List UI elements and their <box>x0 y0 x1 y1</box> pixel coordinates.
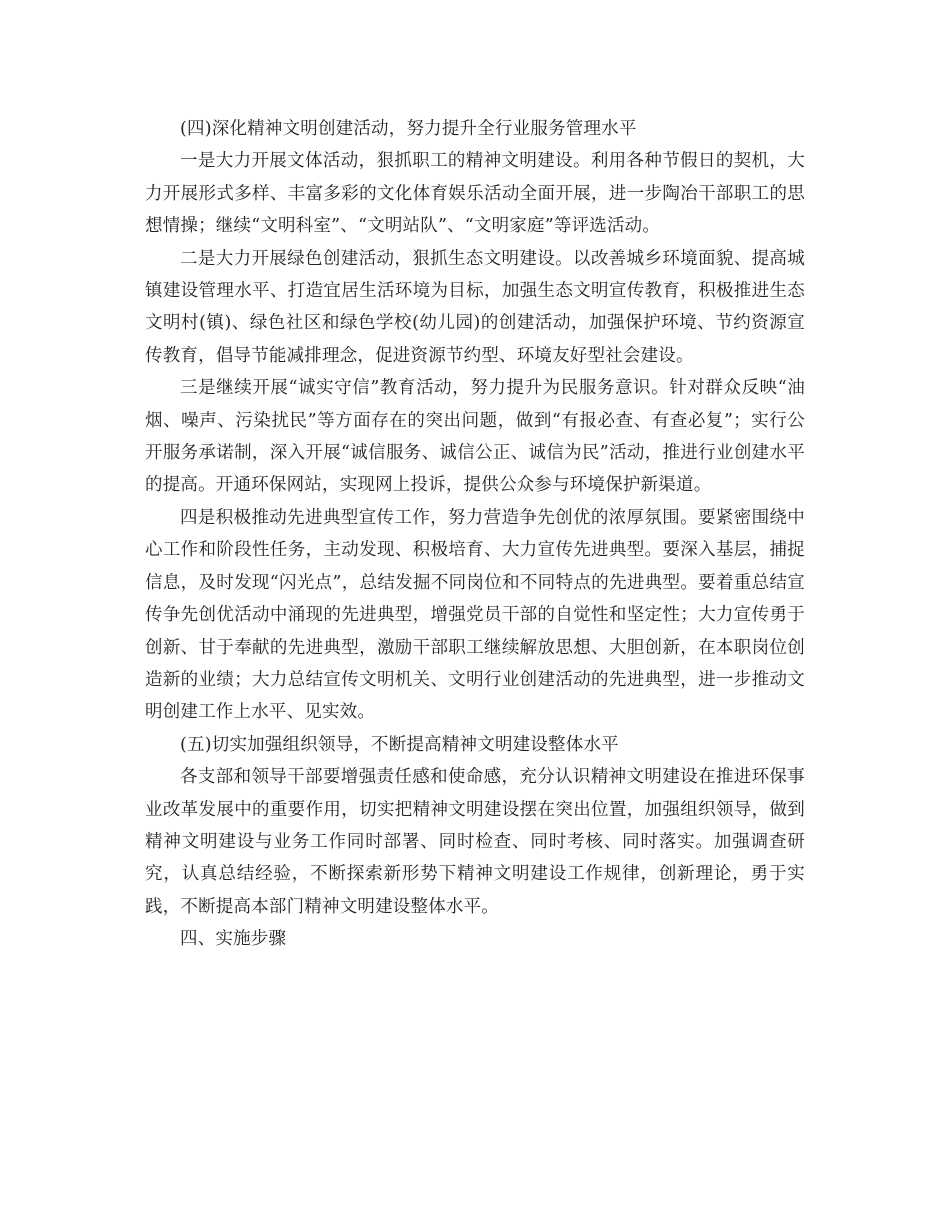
document-body <box>145 113 805 956</box>
paragraph-cultural-activities: 一是大力开展文体活动，狠抓职工的精神文明建设。利用各种节假日的契机，大力开展形式多样、丰富多彩的文化体育娱乐活动全面开展，进一步陶冶干部职工的思想情操；继续“文明科室”、“文明站队”、“文明家庭”等评选活动。 <box>145 151 805 237</box>
section-heading-five: (五)切实加强组织领导，不断提高精神文明建设整体水平 <box>180 734 619 755</box>
paragraph-advanced-models: 四是积极推动先进典型宣传工作，努力营造争先创优的浓厚氛围。要紧密围绕中心工作和阶段性任务，主动发现、积极培育、大力宣传先进典型。要深入基层，捕捉信息，及时发现“闪光点”，总结发掘不同岗位和不同特点的先进典型。要着重总结宣传争先创优活动中涌现的先进典型，增强党员干部的自觉性和坚定性；大力宣传勇于创新、甘于奉献的先进典型，激励干部职工继续解放思想、大胆创新，在本职岗位创造新的业绩；大力总结宣传文明机关、文明行业创建活动的先进典型，进一步推动文明创建工作上水平、见实效。 <box>145 507 805 723</box>
paragraph-organizational-leadership: 各支部和领导干部要增强责任感和使命感，充分认识精神文明建设在推进环保事业改革发展中的重要作用，切实把精神文明建设摆在突出位置，加强组织领导，做到精神文明建设与业务工作同时部署、同时检查、同时考核、同时落实。加强调查研究，认真总结经验，不断探索新形势下精神文明建设工作规律，创新理论，勇于实践，不断提高本部门精神文明建设整体水平。 <box>145 767 805 917</box>
paragraph-green-creation: 二是大力开展绿色创建活动，狠抓生态文明建设。以改善城乡环境面貌、提高城镇建设管理水平、打造宜居生活环境为目标，加强生态文明宣传教育，积极推进生态文明村(镇)、绿色社区和绿色学校(幼儿园)的创建活动，加强保护环境、节约资源宣传教育，倡导节能减排理念，促进资源节约型、环境友好型社会建设。 <box>145 248 805 366</box>
section-heading-four: (四)深化精神文明创建活动，努力提升全行业服务管理水平 <box>180 119 637 139</box>
paragraph-integrity-education: 三是继续开展“诚实守信”教育活动，努力提升为民服务意识。针对群众反映“油烟、噪声、污染扰民”等方面存在的突出问题，做到“有报必查、有查必复”；实行公开服务承诺制，深入开展“诚信服务、诚信公正、诚信为民”活动，推进行业创建水平的提高。开通环保网站，实现网上投诉，提供公众参与环境保护新渠道。 <box>145 378 805 496</box>
section-heading-implementation-steps: 四、实施步骤 <box>180 929 287 950</box>
